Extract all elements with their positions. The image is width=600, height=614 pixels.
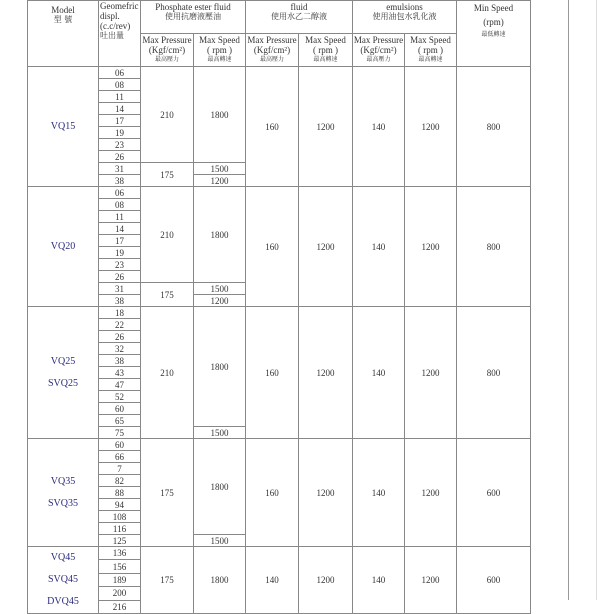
displacement-cell: 17 [99, 115, 141, 127]
displacement-cell: 19 [99, 247, 141, 259]
min-speed-cell: 600 [457, 547, 531, 614]
displacement-cell: 136 [99, 547, 141, 560]
phosphate-pressure-cell: 175 [141, 547, 194, 614]
fluid-name-zh: 使用水乙二醇液 [271, 12, 327, 21]
displacement-cell: 47 [99, 379, 141, 391]
table-row [28, 439, 531, 451]
displacement-cell: 18 [99, 307, 141, 319]
displacement-cell: 23 [99, 259, 141, 271]
displacement-cell: 189 [99, 573, 141, 586]
displacement-cell: 11 [99, 211, 141, 223]
disp-label: displ. [100, 11, 120, 21]
displacement-cell: 06 [99, 187, 141, 199]
model-name: VQ15 [50, 120, 76, 132]
max-speed-header [405, 34, 457, 67]
unit: (Kgf/cm²) [253, 45, 291, 55]
displacement-cell: 08 [99, 79, 141, 91]
phosphate-pressure-cell: 175 [141, 439, 194, 547]
model-cell [28, 547, 99, 614]
glycol-pressure-cell: 140 [246, 547, 299, 614]
fluid-header-glycol [246, 1, 353, 34]
max-speed-header [299, 34, 353, 67]
label: Max Pressure [247, 35, 297, 45]
unit: ( rpm ) [313, 45, 338, 55]
phosphate-pressure-cell: 210 [141, 67, 194, 163]
displacement-cell: 14 [99, 103, 141, 115]
label-zh: 最高壓力 [366, 56, 391, 63]
displacement-cell: 108 [99, 511, 141, 523]
model-header [28, 1, 99, 67]
model-name: SVQ35 [47, 497, 78, 509]
displacement-cell: 38 [99, 355, 141, 367]
phosphate-speed-cell: 1800 [194, 307, 246, 427]
model-name: VQ25 [50, 355, 76, 367]
phosphate-speed-cell: 1800 [194, 439, 246, 535]
emulsion-speed-cell: 1200 [405, 187, 457, 307]
label: Max Pressure [353, 35, 404, 45]
phosphate-pressure-cell: 210 [141, 187, 194, 283]
label-zh: 最高轉速 [313, 56, 338, 63]
emulsion-pressure-cell: 140 [353, 187, 405, 307]
phosphate-pressure-cell: 175 [141, 163, 194, 187]
displacement-cell: 156 [99, 560, 141, 573]
glycol-pressure-cell: 160 [246, 187, 299, 307]
displacement-cell: 88 [99, 487, 141, 499]
displacement-cell: 26 [99, 151, 141, 163]
unit: ( rpm ) [418, 45, 443, 55]
model-name: VQ45 [50, 552, 76, 563]
label-zh: 最高壓力 [259, 56, 284, 63]
displacement-cell: 82 [99, 475, 141, 487]
table-row [28, 187, 531, 199]
model-name: VQ20 [50, 240, 76, 252]
phosphate-speed-cell: 1800 [194, 187, 246, 283]
displacement-cell: 52 [99, 391, 141, 403]
model-cell [28, 439, 99, 547]
disp-label: (c.c/rev) [100, 21, 131, 31]
table-row [28, 547, 531, 560]
displacement-cell: 60 [99, 439, 141, 451]
displacement-cell: 75 [99, 427, 141, 439]
displacement-cell: 31 [99, 283, 141, 295]
displacement-cell: 38 [99, 295, 141, 307]
fluid-name: Phosphate ester fluid [155, 2, 231, 12]
fluid-header-emulsion [353, 1, 457, 34]
displacement-cell: 26 [99, 331, 141, 343]
phosphate-speed-cell: 1500 [194, 535, 246, 547]
emulsion-speed-cell: 1200 [405, 439, 457, 547]
glycol-pressure-cell: 160 [246, 307, 299, 439]
model-cell [28, 67, 99, 187]
fluid-name: emulsions [386, 2, 423, 12]
page-rule [596, 0, 597, 600]
emulsion-pressure-cell: 140 [353, 307, 405, 439]
label: Max Speed [410, 35, 451, 45]
displacement-cell: 17 [99, 235, 141, 247]
fluid-header-phosphate [141, 1, 246, 34]
label: Max Speed [305, 35, 346, 45]
max-pressure-header [141, 34, 194, 67]
table-row [28, 67, 531, 79]
unit: ( rpm ) [207, 45, 232, 55]
glycol-speed-cell: 1200 [299, 67, 353, 187]
displacement-cell: 125 [99, 535, 141, 547]
max-pressure-header [246, 34, 299, 67]
model-name: SVQ25 [47, 377, 78, 389]
displacement-cell: 60 [99, 403, 141, 415]
label-zh: 最高轉速 [207, 56, 232, 63]
emulsion-speed-cell: 1200 [405, 547, 457, 614]
displacement-cell: 7 [99, 463, 141, 475]
disp-label: Geomefric [100, 1, 139, 11]
glycol-speed-cell: 1200 [299, 307, 353, 439]
min-speed-unit: (rpm) [483, 17, 504, 27]
displacement-cell: 200 [99, 587, 141, 600]
displacement-cell: 26 [99, 271, 141, 283]
displacement-cell: 14 [99, 223, 141, 235]
disp-label-zh: 吐出量 [100, 31, 124, 40]
min-speed-cell: 600 [457, 439, 531, 547]
displacement-cell: 08 [99, 199, 141, 211]
displacement-cell: 216 [99, 600, 141, 613]
phosphate-speed-cell: 1800 [194, 547, 246, 614]
emulsion-pressure-cell: 140 [353, 547, 405, 614]
label: Max Pressure [142, 35, 192, 45]
displacement-cell: 23 [99, 139, 141, 151]
model-label-zh: 型 號 [53, 15, 73, 24]
phosphate-pressure-cell: 175 [141, 283, 194, 307]
phosphate-speed-cell: 1200 [194, 295, 246, 307]
displacement-cell: 116 [99, 523, 141, 535]
min-speed-zh: 最低轉速 [481, 31, 506, 38]
min-speed-cell: 800 [457, 307, 531, 439]
label-zh: 最高轉速 [418, 56, 443, 63]
min-speed-cell: 800 [457, 67, 531, 187]
label-zh: 最高壓力 [154, 56, 179, 63]
min-speed-header [457, 1, 531, 67]
glycol-speed-cell: 1200 [299, 187, 353, 307]
displacement-cell: 22 [99, 319, 141, 331]
phosphate-speed-cell: 1500 [194, 283, 246, 295]
phosphate-speed-cell: 1500 [194, 163, 246, 175]
glycol-pressure-cell: 160 [246, 439, 299, 547]
model-name: SVQ45 [47, 574, 78, 585]
model-cell [28, 187, 99, 307]
max-pressure-header [353, 34, 405, 67]
max-speed-header [194, 34, 246, 67]
model-name: VQ35 [50, 475, 76, 487]
emulsion-pressure-cell: 140 [353, 67, 405, 187]
phosphate-speed-cell: 1200 [194, 175, 246, 187]
fluid-name-zh: 使用油包水乳化液 [372, 12, 437, 21]
phosphate-speed-cell: 1500 [194, 427, 246, 439]
specs-table [27, 0, 531, 614]
fluid-name-zh: 使用抗磨液壓油 [165, 12, 221, 21]
displacement-cell: 94 [99, 499, 141, 511]
emulsion-speed-cell: 1200 [405, 307, 457, 439]
displacement-cell: 31 [99, 163, 141, 175]
model-cell [28, 307, 99, 439]
displacement-cell: 65 [99, 415, 141, 427]
glycol-pressure-cell: 160 [246, 67, 299, 187]
displacement-header [99, 1, 141, 67]
fluid-name: fluid [290, 2, 308, 12]
displacement-cell: 11 [99, 91, 141, 103]
min-speed-cell: 800 [457, 187, 531, 307]
displacement-cell: 32 [99, 343, 141, 355]
displacement-cell: 43 [99, 367, 141, 379]
unit: (Kgf/cm²) [360, 45, 397, 55]
emulsion-speed-cell: 1200 [405, 67, 457, 187]
min-speed-label: Min Speed [473, 3, 514, 13]
displacement-cell: 38 [99, 175, 141, 187]
model-name: DVQ45 [47, 596, 79, 607]
unit: (Kgf/cm²) [148, 45, 186, 55]
phosphate-pressure-cell: 210 [141, 307, 194, 439]
model-label: Model [51, 5, 75, 15]
displacement-cell: 19 [99, 127, 141, 139]
page-rule [568, 0, 569, 600]
displacement-cell: 66 [99, 451, 141, 463]
table-row [28, 307, 531, 319]
label: Max Speed [199, 35, 240, 45]
glycol-speed-cell: 1200 [299, 547, 353, 614]
emulsion-pressure-cell: 140 [353, 439, 405, 547]
phosphate-speed-cell: 1800 [194, 67, 246, 163]
glycol-speed-cell: 1200 [299, 439, 353, 547]
displacement-cell: 06 [99, 67, 141, 79]
